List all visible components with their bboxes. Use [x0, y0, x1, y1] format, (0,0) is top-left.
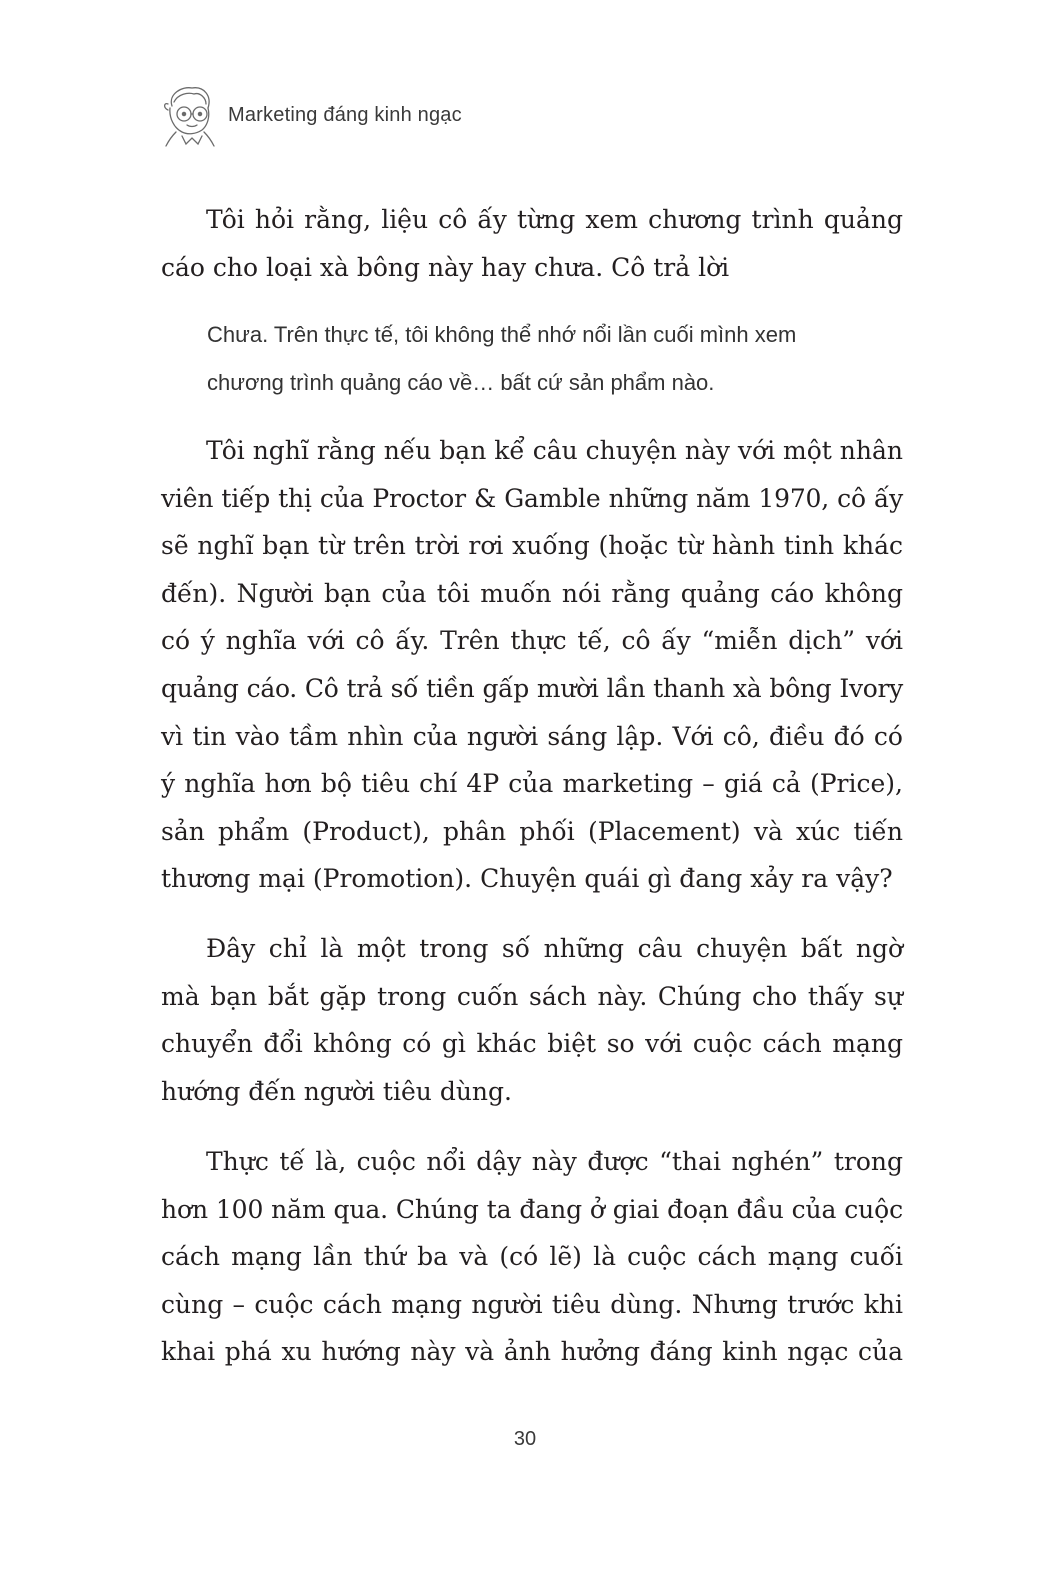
text-line: sản phẩm (Product), phân phối (Placement) và xúc tiến [161, 816, 903, 846]
text-line: Tôi hỏi rằng, liệu cô ấy từng xem chương trình quảng [206, 205, 903, 234]
paragraph-2 [161, 427, 903, 903]
text-line: quảng cáo. Cô trả số tiền gấp mười lần thanh xà bông Ivory [161, 673, 903, 703]
text-line: hơn 100 năm qua. Chúng ta đang ở giai đoạn đầu của cuộc [161, 1194, 903, 1224]
text-line: ý nghĩa hơn bộ tiêu chí 4P của marketing – giá cả (Price), [161, 769, 903, 799]
text-line: Tôi nghĩ rằng nếu bạn kể câu chuyện này với một nhân [206, 436, 903, 465]
text-line: cùng – cuộc cách mạng người tiêu dùng. Nhưng trước khi [161, 1289, 903, 1319]
text-line: Đây chỉ là một trong số những câu chuyện bất ngờ [206, 934, 903, 963]
text-line: sẽ nghĩ bạn từ trên trời rơi xuống (hoặc từ hành tinh khác [161, 531, 903, 561]
paragraph-1 [161, 196, 903, 291]
paragraph-4 [161, 1138, 903, 1376]
text-line: chuyển đổi không có gì khác biệt so với cuộc cách mạng [161, 1029, 903, 1059]
page-number: 30 [513, 1428, 537, 1450]
text-line: có ý nghĩa với cô ấy. Trên thực tế, cô ấy “miễn dịch” với [161, 626, 903, 656]
text-line: vì tin vào tầm nhìn của người sáng lập. Với cô, điều đó có [161, 721, 903, 751]
quote-line: Chưa. Trên thực tế, tôi không thể nhớ nổi lần cuối mình xem [207, 322, 797, 347]
text-line: viên tiếp thị của Proctor & Gamble những năm 1970, cô ấy [161, 483, 903, 513]
text-line: Thực tế là, cuộc nổi dậy này được “thai nghén” trong [206, 1147, 903, 1176]
text-line: thương mại (Promotion). Chuyện quái gì đang xảy ra vậy? [161, 864, 893, 894]
cartoon-face-with-glasses-icon [160, 82, 220, 148]
running-header [160, 80, 462, 150]
block-quote [207, 311, 867, 407]
quote-line: chương trình quảng cáo về… bất cứ sản phẩm nào. [207, 370, 715, 395]
text-line: cách mạng lần thứ ba và (có lẽ) là cuộc cách mạng cuối [161, 1242, 903, 1272]
running-header-title: Marketing đáng kinh ngạc [228, 103, 462, 126]
text-line: cáo cho loại xà bông này hay chưa. Cô trả lời [161, 252, 730, 282]
text-line: khai phá xu hướng này và ảnh hưởng đáng kinh ngạc của [161, 1337, 903, 1367]
text-line: đến). Người bạn của tôi muốn nói rằng quảng cáo không [161, 578, 903, 608]
paragraph-3 [161, 925, 903, 1115]
text-line: hướng đến người tiêu dùng. [161, 1076, 512, 1106]
text-line: mà bạn bắt gặp trong cuốn sách này. Chúng cho thấy sự [161, 981, 903, 1011]
